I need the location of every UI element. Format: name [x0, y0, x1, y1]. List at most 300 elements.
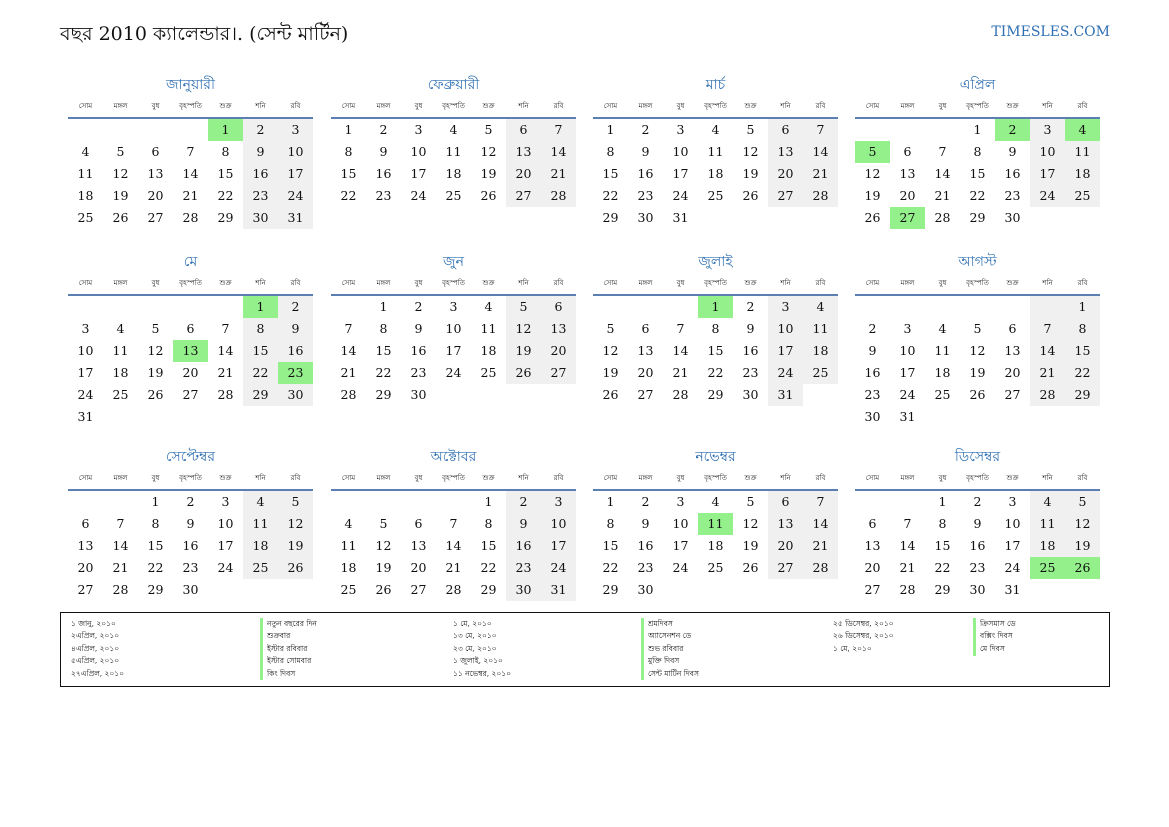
empty-cell	[995, 406, 1030, 428]
day-cell: 28	[899, 582, 916, 597]
day-cell: 19	[864, 188, 881, 203]
legend-color-bar	[641, 618, 644, 680]
day-cell: 26	[147, 387, 164, 402]
day-cell: 6	[414, 516, 423, 531]
day-cell: 23	[506, 557, 541, 579]
day-cell: 21	[217, 365, 234, 380]
day-cell: 30	[182, 582, 199, 597]
day-cell: 17	[768, 340, 803, 362]
weekday-label: শনি	[255, 279, 266, 287]
legend-holiday: মুক্তি দিবস	[648, 656, 680, 666]
weekday-label: বুধ	[676, 474, 685, 482]
weekday-label: বৃহস্পতি	[179, 474, 202, 482]
day-cell: 26	[969, 387, 986, 402]
day-cell: 5	[506, 296, 541, 318]
day-cell: 18	[445, 166, 462, 181]
day-cell: 4	[803, 296, 838, 318]
weekday-label: মঙ্গল	[900, 474, 915, 482]
empty-cell	[138, 296, 173, 318]
legend-names-col-1	[267, 618, 317, 680]
weekday-label: রবি	[290, 279, 301, 287]
day-cell: 19	[278, 535, 313, 557]
day-cell: 3	[903, 321, 912, 336]
month-title: এপ্রিল	[959, 77, 996, 93]
day-cell: 16	[410, 343, 427, 358]
day-cell: 24	[768, 362, 803, 384]
weekday-label: সোম	[603, 102, 618, 110]
days-grid	[68, 119, 313, 229]
day-cell: 30	[637, 210, 654, 225]
day-cell: 29	[147, 582, 164, 597]
day-cell: 27	[1004, 387, 1021, 402]
day-cell: 13	[410, 538, 427, 553]
weekday-label: বৃহস্পতি	[442, 102, 465, 110]
day-cell: 2	[414, 299, 423, 314]
day-cell: 19	[742, 166, 759, 181]
day-cell: 11	[934, 343, 951, 358]
weekday-header	[855, 272, 1100, 296]
legend-date: ১ মে, ২০১০	[453, 619, 492, 628]
day-cell: 11	[112, 343, 129, 358]
day-cell: 28	[803, 185, 838, 207]
empty-cell	[208, 579, 243, 601]
day-cell: 18	[707, 166, 724, 181]
weekday-label: সোম	[78, 279, 93, 287]
month-3	[593, 75, 838, 229]
empty-cell	[628, 296, 663, 318]
day-cell: 25	[1065, 185, 1100, 207]
weekday-label: বুধ	[676, 102, 685, 110]
day-cell: 25	[803, 362, 838, 384]
day-cell: 24	[672, 188, 689, 203]
weekday-label: সোম	[865, 279, 880, 287]
day-cell: 8	[379, 321, 388, 336]
day-cell: 28	[182, 210, 199, 225]
empty-cell	[331, 296, 366, 318]
day-cell: 13	[768, 141, 803, 163]
day-cell: 12	[375, 538, 392, 553]
month-title: মার্চ	[705, 77, 726, 93]
empty-cell	[506, 384, 541, 406]
weekday-label: রবি	[553, 279, 564, 287]
day-cell: 29	[375, 387, 392, 402]
day-cell: 25	[340, 582, 357, 597]
day-cell: 15	[934, 538, 951, 553]
weekday-header	[593, 95, 838, 119]
day-cell: 27	[541, 362, 576, 384]
weekday-label: শনি	[518, 279, 529, 287]
days-grid	[593, 296, 838, 406]
day-cell: 24	[899, 387, 916, 402]
day-cell: 16	[506, 535, 541, 557]
day-cell: 28	[340, 387, 357, 402]
weekday-label: মঙ্গল	[638, 279, 653, 287]
weekday-label: শনি	[1042, 279, 1053, 287]
day-cell: 29	[934, 582, 951, 597]
day-cell: 22	[147, 560, 164, 575]
day-cell: 16	[637, 538, 654, 553]
empty-cell	[890, 296, 925, 318]
weekday-label: রবি	[1077, 474, 1088, 482]
day-cell: 4	[1030, 491, 1065, 513]
day-cell: 23	[969, 560, 986, 575]
day-cell: 5	[278, 491, 313, 513]
day-cell: 21	[541, 163, 576, 185]
day-cell: 15	[602, 166, 619, 181]
day-cell: 16	[969, 538, 986, 553]
day-cell: 1	[344, 122, 353, 137]
empty-cell	[138, 119, 173, 141]
month-title: নভেম্বর	[695, 449, 736, 465]
day-cell: 24	[217, 560, 234, 575]
day-cell: 25	[480, 365, 497, 380]
legend-date: ১৩ মে, ২০১০	[453, 631, 497, 641]
day-cell: 10	[768, 318, 803, 340]
day-cell: 15	[1065, 340, 1100, 362]
day-cell: 25	[243, 557, 278, 579]
day-cell: 7	[676, 321, 685, 336]
day-cell: 27	[147, 210, 164, 225]
month-title: ফেব্রুয়ারী	[427, 77, 480, 93]
day-cell: 20	[1004, 365, 1021, 380]
weekday-header	[855, 467, 1100, 491]
day-cell: 22	[1065, 362, 1100, 384]
day-cell: 8	[243, 318, 278, 340]
day-cell: 17	[541, 535, 576, 557]
day-cell: 20	[410, 560, 427, 575]
empty-cell	[855, 119, 890, 141]
day-cell: 29	[1065, 384, 1100, 406]
empty-cell	[803, 384, 838, 406]
day-cell: 17	[899, 365, 916, 380]
day-cell: 27	[890, 207, 925, 229]
day-cell: 26	[602, 387, 619, 402]
day-cell: 20	[541, 340, 576, 362]
day-cell: 18	[243, 535, 278, 557]
day-cell: 3	[278, 119, 313, 141]
day-cell: 6	[768, 491, 803, 513]
day-cell: 18	[112, 365, 129, 380]
weekday-label: সোম	[865, 102, 880, 110]
day-cell: 14	[803, 513, 838, 535]
day-cell: 13	[541, 318, 576, 340]
day-cell: 12	[506, 318, 541, 340]
day-cell: 8	[151, 516, 160, 531]
weekday-label: রবি	[1077, 102, 1088, 110]
day-cell: 9	[973, 516, 982, 531]
weekday-label: শুক্র	[744, 474, 757, 482]
weekday-label: সোম	[865, 474, 880, 482]
day-cell: 2	[186, 494, 195, 509]
day-cell: 12	[742, 144, 759, 159]
weekday-label: মঙ্গল	[113, 102, 128, 110]
day-cell: 23	[637, 188, 654, 203]
day-cell: 10	[899, 343, 916, 358]
empty-cell	[698, 207, 733, 229]
day-cell: 18	[77, 188, 94, 203]
day-cell: 13	[864, 538, 881, 553]
day-cell: 1	[208, 119, 243, 141]
day-cell: 24	[672, 560, 689, 575]
day-cell: 23	[410, 365, 427, 380]
day-cell: 10	[445, 321, 462, 336]
day-cell: 8	[711, 321, 720, 336]
legend-date: ১১ নভেম্বর, ২০১০	[453, 668, 512, 678]
day-cell: 5	[484, 122, 493, 137]
weekday-label: শুক্র	[744, 102, 757, 110]
day-cell: 4	[938, 321, 947, 336]
day-cell: 10	[672, 144, 689, 159]
day-cell: 9	[1008, 144, 1017, 159]
day-cell: 28	[1030, 384, 1065, 406]
weekday-header	[68, 272, 313, 296]
empty-cell	[803, 579, 838, 601]
day-cell: 10	[278, 141, 313, 163]
legend-color-bar	[973, 618, 976, 656]
day-cell: 21	[112, 560, 129, 575]
day-cell: 19	[147, 365, 164, 380]
day-cell: 27	[410, 582, 427, 597]
day-cell: 25	[707, 188, 724, 203]
day-cell: 9	[641, 144, 650, 159]
day-cell: 29	[602, 210, 619, 225]
day-cell: 20	[182, 365, 199, 380]
empty-cell	[593, 296, 628, 318]
day-cell: 18	[934, 365, 951, 380]
day-cell: 19	[969, 365, 986, 380]
legend-holiday: সেন্ট মার্টিন দিবস	[648, 668, 699, 678]
day-cell: 7	[449, 516, 458, 531]
day-cell: 19	[112, 188, 129, 203]
day-cell: 16	[864, 365, 881, 380]
day-cell: 20	[768, 163, 803, 185]
day-cell: 25	[1030, 557, 1065, 579]
day-cell: 27	[506, 185, 541, 207]
day-cell: 16	[182, 538, 199, 553]
day-cell: 19	[602, 365, 619, 380]
day-cell: 9	[506, 513, 541, 535]
day-cell: 6	[151, 144, 160, 159]
day-cell: 20	[506, 163, 541, 185]
day-cell: 14	[899, 538, 916, 553]
day-cell: 7	[116, 516, 125, 531]
day-cell: 18	[1030, 535, 1065, 557]
day-cell: 14	[182, 166, 199, 181]
day-cell: 26	[742, 560, 759, 575]
day-cell: 10	[217, 516, 234, 531]
weekday-label: বুধ	[414, 279, 423, 287]
day-cell: 7	[221, 321, 230, 336]
legend-holiday: অ্যাসেনশন ডে	[648, 631, 692, 641]
weekday-label: রবি	[1077, 279, 1088, 287]
month-title: আগস্ট	[958, 254, 997, 270]
day-cell: 25	[934, 387, 951, 402]
empty-cell	[698, 579, 733, 601]
day-cell: 14	[672, 343, 689, 358]
day-cell: 20	[864, 560, 881, 575]
day-cell: 22	[707, 365, 724, 380]
empty-cell	[1030, 207, 1065, 229]
day-cell: 10	[541, 513, 576, 535]
legend-holiday: বক্সিং দিবস	[980, 631, 1013, 641]
day-cell: 3	[1030, 119, 1065, 141]
day-cell: 24	[1030, 185, 1065, 207]
day-cell: 5	[973, 321, 982, 336]
empty-cell	[960, 406, 995, 428]
empty-cell	[103, 406, 138, 428]
legend-date: ৫এপ্রিল, ২০১০	[71, 656, 120, 666]
day-cell: 21	[899, 560, 916, 575]
empty-cell	[173, 406, 208, 428]
day-cell: 12	[1065, 513, 1100, 535]
month-title: মে	[183, 254, 198, 270]
empty-cell	[1030, 406, 1065, 428]
day-cell: 13	[506, 141, 541, 163]
weekday-label: শনি	[780, 279, 791, 287]
month-8	[855, 252, 1100, 428]
day-cell: 22	[602, 560, 619, 575]
day-cell: 21	[934, 188, 951, 203]
day-cell: 23	[278, 362, 313, 384]
day-cell: 22	[340, 188, 357, 203]
day-cell: 15	[243, 340, 278, 362]
weekday-label: মঙ্গল	[376, 474, 391, 482]
day-cell: 6	[506, 119, 541, 141]
day-cell: 8	[973, 144, 982, 159]
day-cell: 23	[637, 560, 654, 575]
weekday-header	[593, 272, 838, 296]
day-cell: 30	[278, 384, 313, 406]
day-cell: 22	[480, 560, 497, 575]
day-cell: 30	[410, 387, 427, 402]
legend-date: ২৬ ডিসেম্বর, ২০১০	[833, 631, 894, 641]
weekday-header	[593, 467, 838, 491]
day-cell: 5	[746, 122, 755, 137]
month-12	[855, 447, 1100, 601]
day-cell: 6	[81, 516, 90, 531]
empty-cell	[103, 296, 138, 318]
weekday-label: সোম	[341, 102, 356, 110]
weekday-label: শুক্র	[219, 279, 232, 287]
empty-cell	[663, 296, 698, 318]
day-cell: 13	[899, 166, 916, 181]
day-cell: 28	[672, 387, 689, 402]
day-cell: 18	[1065, 163, 1100, 185]
day-cell: 12	[112, 166, 129, 181]
weekday-label: রবি	[553, 102, 564, 110]
day-cell: 6	[768, 119, 803, 141]
month-7	[593, 252, 838, 406]
empty-cell	[855, 296, 890, 318]
day-cell: 28	[445, 582, 462, 597]
day-cell: 28	[803, 557, 838, 579]
day-cell: 24	[77, 387, 94, 402]
day-cell: 11	[707, 144, 724, 159]
holiday-legend	[60, 612, 1110, 687]
month-title: জুলাই	[698, 254, 733, 270]
day-cell: 1	[1065, 296, 1100, 318]
legend-date: ২৫ ডিসেম্বর, ২০১০	[833, 619, 894, 628]
day-cell: 22	[969, 188, 986, 203]
day-cell: 1	[973, 122, 982, 137]
day-cell: 16	[742, 343, 759, 358]
day-cell: 17	[77, 365, 94, 380]
day-cell: 6	[1008, 321, 1017, 336]
weekday-label: শুক্র	[1006, 102, 1019, 110]
day-cell: 14	[934, 166, 951, 181]
day-cell: 25	[77, 210, 94, 225]
empty-cell	[278, 406, 313, 428]
day-cell: 14	[340, 343, 357, 358]
days-grid	[855, 296, 1100, 428]
weekday-header	[68, 95, 313, 119]
weekday-header	[331, 95, 576, 119]
site-link[interactable]: TIMESLES.COM	[991, 24, 1110, 40]
day-cell: 14	[803, 141, 838, 163]
empty-cell	[855, 491, 890, 513]
day-cell: 25	[112, 387, 129, 402]
day-cell: 15	[707, 343, 724, 358]
day-cell: 26	[112, 210, 129, 225]
day-cell: 14	[112, 538, 129, 553]
day-cell: 17	[278, 163, 313, 185]
day-cell: 13	[173, 340, 208, 362]
day-cell: 1	[151, 494, 160, 509]
weekday-label: শনি	[780, 102, 791, 110]
empty-cell	[68, 296, 103, 318]
weekday-label: মঙ্গল	[113, 279, 128, 287]
weekday-label: শুক্র	[482, 102, 495, 110]
day-cell: 20	[637, 365, 654, 380]
day-cell: 6	[903, 144, 912, 159]
day-cell: 22	[375, 365, 392, 380]
day-cell: 1	[606, 494, 615, 509]
day-cell: 31	[541, 579, 576, 601]
legend-names-col-3	[980, 618, 1016, 655]
day-cell: 21	[672, 365, 689, 380]
legend-holiday: ইস্টার সোমবার	[267, 656, 312, 666]
empty-cell	[890, 491, 925, 513]
day-cell: 30	[637, 582, 654, 597]
day-cell: 12	[147, 343, 164, 358]
day-cell: 12	[742, 516, 759, 531]
empty-cell	[1065, 406, 1100, 428]
day-cell: 5	[116, 144, 125, 159]
day-cell: 11	[445, 144, 462, 159]
day-cell: 16	[243, 163, 278, 185]
day-cell: 14	[1030, 340, 1065, 362]
day-cell: 20	[147, 188, 164, 203]
day-cell: 26	[278, 557, 313, 579]
day-cell: 17	[672, 166, 689, 181]
weekday-label: বুধ	[676, 279, 685, 287]
day-cell: 20	[899, 188, 916, 203]
day-cell: 5	[746, 494, 755, 509]
day-cell: 28	[934, 210, 951, 225]
day-cell: 1	[243, 296, 278, 318]
day-cell: 10	[1030, 141, 1065, 163]
day-cell: 2	[506, 491, 541, 513]
day-cell: 5	[151, 321, 160, 336]
days-grid	[331, 296, 576, 406]
weekday-label: রবি	[553, 474, 564, 482]
weekday-label: সোম	[78, 102, 93, 110]
day-cell: 7	[903, 516, 912, 531]
day-cell: 7	[541, 119, 576, 141]
day-cell: 10	[1004, 516, 1021, 531]
empty-cell	[925, 119, 960, 141]
day-cell: 2	[746, 299, 755, 314]
